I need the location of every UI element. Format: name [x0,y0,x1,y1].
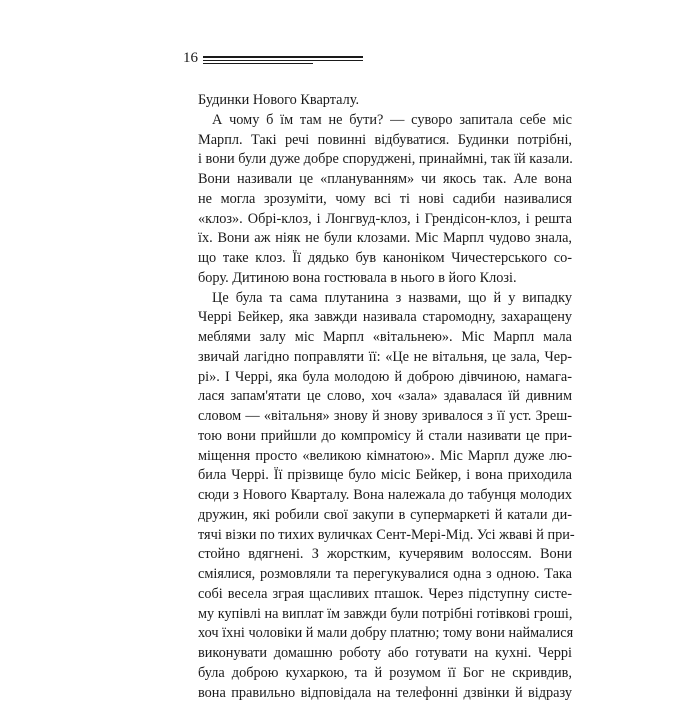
text-line: міщення просто «великою кімнатою». Міс Марпл дуже лю- [198,447,572,467]
header-rule-line [203,60,363,61]
header-rule-line [203,56,363,58]
text-line: Будинки Нового Кварталу. [198,91,572,111]
page-number: 16 [183,47,198,69]
header-rule-line [203,63,313,64]
text-line: бору. Дитиною вона гостювала в нього в його Клозі. [198,269,572,289]
text-line: була доброю кухаркою, та й розумом її Бог не скривдив, [198,664,572,684]
text-line: собі весела зграя щасливих пташок. Через підступну систе- [198,585,572,605]
page-header [183,47,373,71]
text-line: тячі візки по тихих вуличках Сент-Мері-Мід. Усі жваві й при- [198,526,572,546]
body-text [198,91,572,703]
text-line: звичай лагідно поправляти її: «Це не вітальня, це зала, Чер- [198,348,572,368]
header-rule [203,56,363,66]
text-line: сміялися, розмовляли та перегукувалися одна з одною. Така [198,565,572,585]
text-line: словом — «вітальня» знову й знову зривалося з її уст. Зреш- [198,407,572,427]
text-line: му купівлі на виплат їм завжди були потрібні готівкові гроші, [198,605,572,625]
text-line: тою вони прийшли до компромісу й стали називати це при- [198,427,572,447]
text-line: лася запам'ятати це слово, хоч «зала» здавалася їй дивним [198,387,572,407]
text-line: що таке клоз. Її дядько був каноніком Чичестерського со- [198,249,572,269]
text-line: Черрі Бейкер, яка завжди називала старомодну, захаращену [198,308,572,328]
text-line: виконувати домашню роботу або готувати на кухні. Черрі [198,644,572,664]
text-line: стойно вдягнені. З жорстким, кучерявим волоссям. Вони [198,545,572,565]
text-line: рі». І Черрі, яка була молодою й доброю дівчиною, намага- [198,368,572,388]
text-line: А чому б їм там не бути? — суворо запитала себе міс [198,111,572,131]
text-line: била Черрі. Її прізвище було місіс Бейкер, і вона приходила [198,466,572,486]
text-line: вона правильно відповідала на телефонні дзвінки й відразу [198,684,572,703]
text-line: сюди з Нового Кварталу. Вона належала до табунця молодих [198,486,572,506]
text-line: меблями залу міс Марпл «вітальнею». Міс Марпл мала [198,328,572,348]
text-line: Марпл. Такі речі повинні відбуватися. Будинки потрібні, [198,131,572,151]
text-line: Це була та сама плутанина з назвами, що й у випадку [198,289,572,309]
text-line: дружин, які робили свої закупи в супермаркеті й катали ди- [198,506,572,526]
text-line: їх. Вони аж ніяк не були клозами. Міс Марпл чудово знала, [198,229,572,249]
text-line: і вони були дуже добре споруджені, принаймні, так їй казали. [198,150,572,170]
text-line: хоч їхні чоловіки й мали добру платню; тому вони наймалися [198,624,572,644]
text-line: «клоз». Обрі-клоз, і Лонгвуд-клоз, і Грендісон-клоз, і решта [198,210,572,230]
text-line: не могла зрозуміти, чому всі ті нові садиби називалися [198,190,572,210]
text-line: Вони називали це «плануванням» чи якось так. Але вона [198,170,572,190]
